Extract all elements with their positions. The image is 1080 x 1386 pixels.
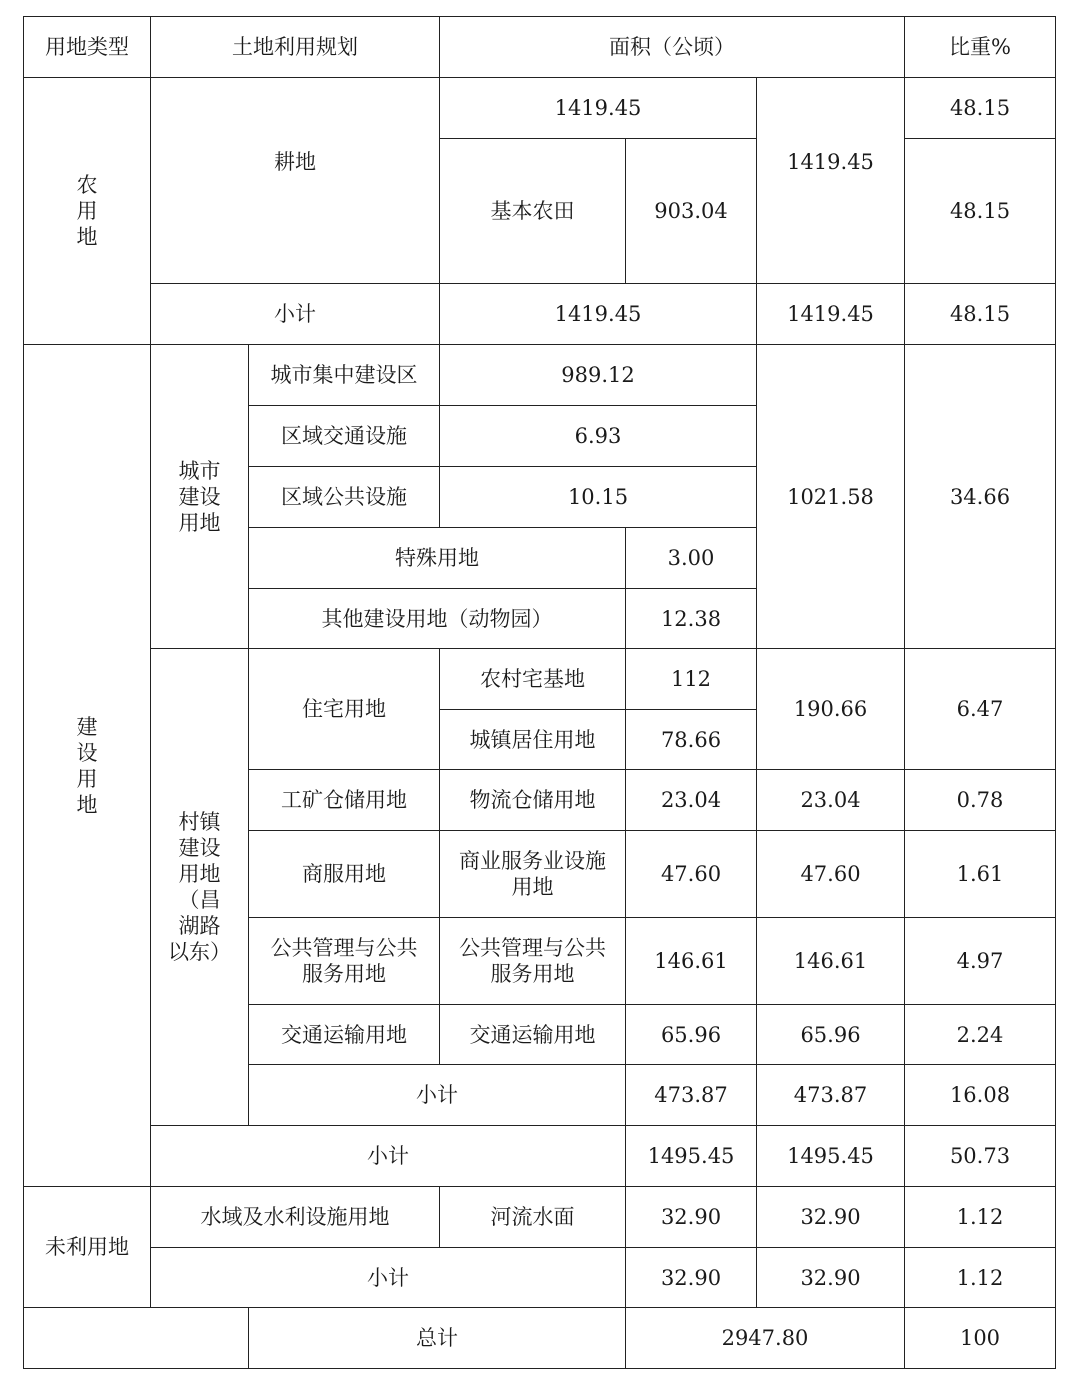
village-subtotal-ratio: 16.08	[904, 1064, 1056, 1126]
land-use-table	[24, 17, 1056, 1370]
village-ratio: 4.97	[904, 917, 1056, 1005]
agri-subtotal-label: 小计	[150, 283, 440, 345]
village-subtotal-total: 473.87	[756, 1064, 905, 1126]
river-label: 河流水面	[439, 1186, 626, 1248]
agri-subtotal-area: 1419.45	[439, 283, 757, 345]
construction-subtotal-total: 1495.45	[756, 1125, 905, 1187]
residential-total: 190.66	[756, 648, 905, 770]
village-category: 公共管理与公共 服务用地	[248, 917, 440, 1005]
village-subcategory: 交通运输用地	[439, 1004, 626, 1065]
village-value: 47.60	[625, 830, 757, 918]
total-ratio: 100	[904, 1307, 1056, 1369]
urban-construction-label: 城市 建设 用地	[150, 344, 249, 649]
header-area: 面积（公顷）	[439, 16, 905, 78]
urban-row-name: 城市集中建设区	[248, 344, 440, 406]
farmland-label: 耕地	[150, 77, 440, 284]
urban-row-value: 10.15	[439, 466, 757, 528]
farmland-ratio-top: 48.15	[904, 77, 1056, 139]
urban-row-name: 区域交通设施	[248, 405, 440, 467]
village-subcategory: 物流仓储用地	[439, 769, 626, 831]
unused-subtotal-value: 32.90	[625, 1247, 757, 1308]
basic-farmland-area: 903.04	[625, 138, 757, 284]
village-category: 商服用地	[248, 830, 440, 918]
village-category: 工矿仓储用地	[248, 769, 440, 831]
unused-subtotal-ratio: 1.12	[904, 1247, 1056, 1308]
header-land-type: 用地类型	[23, 16, 151, 78]
construction-label: 建 设 用 地	[23, 344, 151, 1187]
village-subcategory: 商业服务业设施 用地	[439, 830, 626, 918]
construction-subtotal-ratio: 50.73	[904, 1125, 1056, 1187]
construction-subtotal-label: 小计	[150, 1125, 626, 1187]
agri-subtotal-total: 1419.45	[756, 283, 905, 345]
urban-row-name: 特殊用地	[248, 527, 626, 589]
urban-row-value: 3.00	[625, 527, 757, 589]
residential-sub-name: 城镇居住用地	[439, 709, 626, 770]
farmland-area: 1419.45	[439, 77, 757, 139]
urban-row-name: 区域公共设施	[248, 466, 440, 528]
village-subtotal-label: 小计	[248, 1064, 626, 1126]
residential-sub-name: 农村宅基地	[439, 648, 626, 710]
village-category: 交通运输用地	[248, 1004, 440, 1065]
header-planning: 土地利用规划	[150, 16, 440, 78]
unused-label: 未利用地	[23, 1186, 151, 1308]
village-subcategory: 公共管理与公共 服务用地	[439, 917, 626, 1005]
agri-label: 农 用 地	[23, 77, 151, 345]
urban-row-value: 6.93	[439, 405, 757, 467]
total-value: 2947.80	[625, 1307, 905, 1369]
village-value: 23.04	[625, 769, 757, 831]
village-value: 146.61	[625, 917, 757, 1005]
village-total: 47.60	[756, 830, 905, 918]
unused-subtotal-label: 小计	[150, 1247, 626, 1308]
water-label: 水域及水利设施用地	[150, 1186, 440, 1248]
village-ratio: 1.61	[904, 830, 1056, 918]
residential-label: 住宅用地	[248, 648, 440, 770]
total-blank	[23, 1307, 249, 1369]
river-total: 32.90	[756, 1186, 905, 1248]
urban-row-value: 989.12	[439, 344, 757, 406]
urban-row-value: 12.38	[625, 588, 757, 649]
agri-subtotal-ratio: 48.15	[904, 283, 1056, 345]
farmland-total: 1419.45	[756, 77, 905, 284]
construction-subtotal-value: 1495.45	[625, 1125, 757, 1187]
urban-total: 1021.58	[756, 344, 905, 649]
header-ratio: 比重%	[904, 16, 1056, 78]
basic-farmland-label: 基本农田	[439, 138, 626, 284]
residential-sub-value: 78.66	[625, 709, 757, 770]
total-label: 总计	[248, 1307, 626, 1369]
unused-subtotal-total: 32.90	[756, 1247, 905, 1308]
village-total: 146.61	[756, 917, 905, 1005]
residential-ratio: 6.47	[904, 648, 1056, 770]
urban-ratio: 34.66	[904, 344, 1056, 649]
village-ratio: 0.78	[904, 769, 1056, 831]
village-subtotal-value: 473.87	[625, 1064, 757, 1126]
village-ratio: 2.24	[904, 1004, 1056, 1065]
village-value: 65.96	[625, 1004, 757, 1065]
village-construction-label: 村镇 建设 用地 （昌 湖路 以东）	[150, 648, 249, 1126]
urban-row-name: 其他建设用地（动物园）	[248, 588, 626, 649]
river-ratio: 1.12	[904, 1186, 1056, 1248]
residential-sub-value: 112	[625, 648, 757, 710]
village-total: 23.04	[756, 769, 905, 831]
river-value: 32.90	[625, 1186, 757, 1248]
farmland-ratio: 48.15	[904, 138, 1056, 284]
village-total: 65.96	[756, 1004, 905, 1065]
